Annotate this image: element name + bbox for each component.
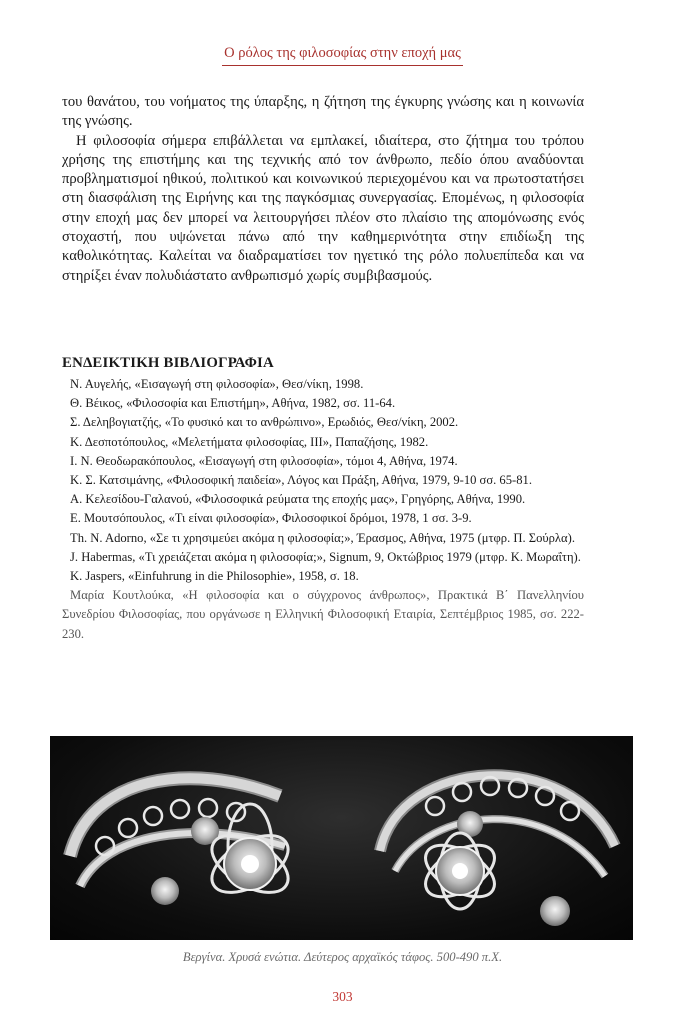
body-text [62, 93, 584, 286]
chapter-title: Ο ρόλος της φιλοσοφίας στην εποχή μας [222, 45, 463, 66]
bibliography-entry: K. Jaspers, «Einfuhrung in die Philosophie», 1958, σ. 18. [70, 569, 359, 584]
bibliography-entry: Θ. Βέικος, «Φιλοσοφία και Επιστήμη», Αθήνα, 1982, σσ. 11-64. [70, 396, 396, 411]
bibliography-entry: Th. N. Adorno, «Σε τι χρησιμεύει ακόμα η φιλοσοφία;», Έρασμος, Αθήνα, 1975 (μτφρ. Π. Σούρλα). [70, 530, 575, 545]
page-number: 303 [332, 989, 353, 1004]
bibliography-list [62, 375, 584, 644]
bibliography-heading: ΕΝΔΕΙΚΤΙΚΗ ΒΙΒΛΙΟΓΡΑΦΙΑ [62, 355, 274, 371]
bibliography-entry: Ε. Μουτσόπουλος, «Τι είναι φιλοσοφία», Φιλοσοφικοί δρόμοι, 1978, 1 σσ. 3-9. [70, 511, 472, 526]
bibliography-entry: Α. Κελεσίδου-Γαλανού, «Φιλοσοφικά ρεύματα της εποχής μας», Γρηγόρης, Αθήνα, 1990. [70, 492, 526, 507]
right-earring [380, 775, 615, 926]
bibliography-entry: Ν. Αυγελής, «Εισαγωγή στη φιλοσοφία», Θεσ/νίκη, 1998. [70, 377, 364, 391]
bibliography-entry: Σ. Δεληβογιατζής, «Το φυσικό και το ανθρώπινο», Ερωδιός, Θεσ/νίκη, 2002. [70, 415, 459, 430]
bibliography-entry: Κ. Δεσποτόπουλος, «Μελετήματα φιλοσοφίας, ΙΙΙ», Παπαζήσης, 1982. [70, 434, 429, 449]
paragraph: Η φιλοσοφία σήμερα επιβάλλεται να εμπλακεί, ιδιαίτερα, στο ζήτημα του τρόπου χρήσης της επιστήμης και της τεχνικής από τον άνθρωπο, πεδίο όπου αναδύονται προβληματισμοί ηθικού, πολιτικού και κοινωνικού περιεχομένου και να πρωτοστατήσει στη διασφάλιση της Ειρήνης και της παγκόσμιας συνεργασίας. Επομένως, η φιλοσοφία στην εποχή μας δεν μπορεί να λειτουργήσει πλέον στο πλαίσιο της απομόνωσης ενός στοχαστή, που υψώνεται πάνω από την καθημερινότητα στην επιδίωξη της καθολικότητας. Καλείται να διαδραματίσει τον ηγετικό της ρόλο πολυεπίπεδα και να στηρίξει έναν πολυδιάστατο ανθρωπισμό χωρίς συμβιβασμούς. [62, 132, 584, 284]
running-header [0, 44, 685, 66]
left-earring [70, 778, 297, 905]
bibliography-entry: J. Habermas, «Τι χρειάζεται ακόμα η φιλοσοφία;», Signum, 9, Οκτώβριος 1979 (μτφρ. Κ. Μωραΐτη). [70, 549, 581, 564]
figure-caption: Βεργίνα. Χρυσά ενώτια. Δεύτερος αρχαϊκός τάφος. 500-490 π.Χ. [182, 950, 503, 964]
bibliography-entry: Κ. Σ. Κατσιμάνης, «Φιλοσοφική παιδεία», Λόγος και Πράξη, Αθήνα, 1979, 9-10 σσ. 65-81. [70, 473, 532, 488]
paragraph: του θανάτου, του νοήματος της ύπαρξης, η ζήτηση της έγκυρης γνώσης και η κοινωνία της γνώσης. [62, 94, 584, 130]
bibliography-section [62, 355, 584, 644]
earrings-photo [50, 736, 633, 940]
bibliography-entry: Μαρία Κουτλούκα, «Η φιλοσοφία και ο σύγχρονος άνθρωπος», Πρακτικά Β΄ Πανελληνίου Συνεδρίου Φιλοσοφίας, που οργάνωσε η Ελληνική Φιλοσοφική Εταιρία, Σεπτέμβριος 1985, σσ. 222-230. [62, 588, 584, 641]
bibliography-entry: Ι. Ν. Θεοδωρακόπουλος, «Εισαγωγή στη φιλοσοφία», τόμοι 4, Αθήνα, 1974. [70, 453, 458, 468]
